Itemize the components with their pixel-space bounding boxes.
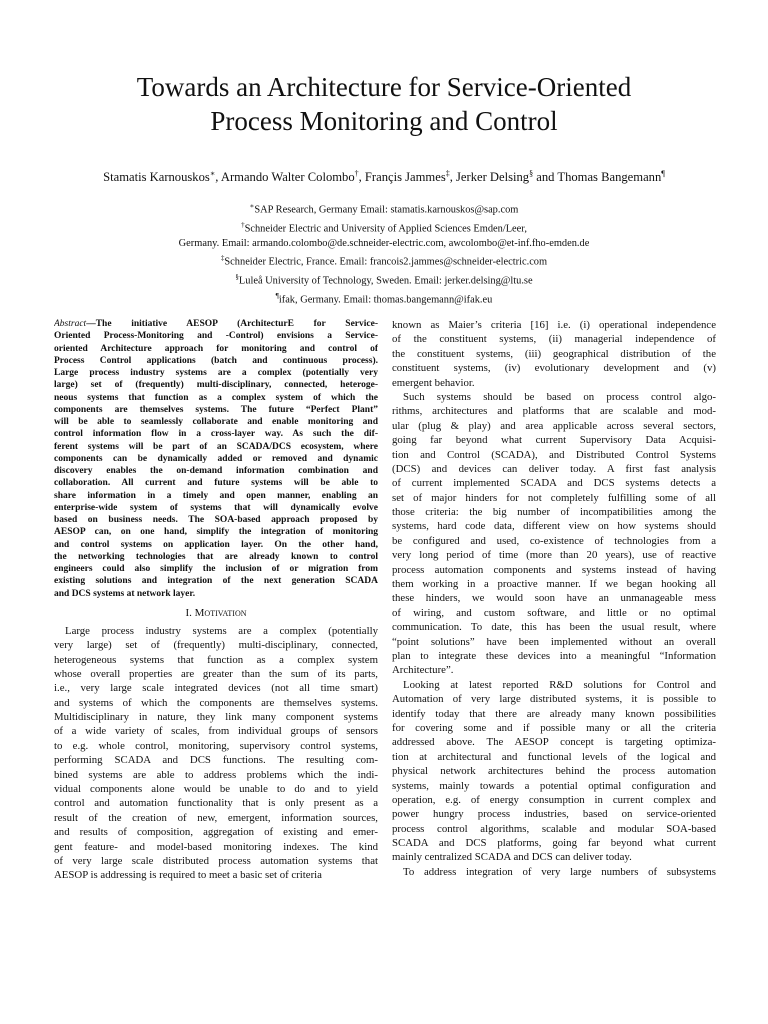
text-line: plan to integrate these devices into a meaningful “Information	[392, 649, 716, 662]
author-name: Thomas Bangemann	[557, 170, 662, 185]
text-line: constituent systems, (iv) evolutionary development and (v)	[392, 362, 716, 375]
text-line: identify today that there are already many known possibilities	[392, 707, 716, 720]
text-line: process automation components and systems instead of having	[392, 563, 716, 576]
affiliation-text: Schneider Electric, France. Email: francois2.jammes@schneider-electric.com	[224, 256, 548, 268]
abstract-line	[54, 465, 378, 477]
author-name: Stamatis Karnouskos	[103, 170, 210, 185]
text-line: very long period of time (more than 20 years), use of reactive	[392, 549, 716, 562]
abstract-text: engineers could also simplify the inclusion of or migration from	[54, 564, 378, 574]
author-separator: ,	[215, 170, 221, 185]
right-column	[392, 318, 716, 879]
abstract-label: Abstract	[54, 319, 87, 329]
text-line: process control algorithms, scalable and modular SOA-based	[392, 822, 716, 835]
affiliation-text: Luleå University of Technology, Sweden. Email: jerker.delsing@ltu.se	[238, 275, 533, 287]
abstract-text: control information flow in a cross-layer way. As such the dif-	[54, 429, 378, 440]
text-line: gent feature- and model-based monitoring indexes. The kind	[54, 840, 378, 853]
abstract-text: Process Control applications (batch and continuous process).	[54, 355, 378, 366]
abstract-line	[54, 392, 378, 404]
title-line-1: Towards an Architecture for Service-Oriented	[136, 72, 632, 102]
affiliation-mark: §	[235, 273, 239, 282]
affiliation-mark: ∗	[249, 202, 255, 210]
paper-title	[40, 70, 728, 138]
abstract-line	[54, 575, 378, 587]
affiliation-line	[20, 289, 748, 308]
author-separator: ,	[358, 170, 365, 185]
text-line: AESOP is addressing is required to meet a basic set of criteria	[54, 869, 322, 882]
author-separator: ,	[449, 170, 457, 185]
abstract-line	[54, 502, 378, 514]
abstract-line	[54, 453, 378, 465]
text-line: power hungry process industries, based on service-oriented	[392, 808, 716, 821]
abstract-line	[54, 539, 378, 551]
author-affiliation-mark: §	[529, 169, 534, 178]
affiliation-line	[20, 199, 748, 218]
text-line: of wiring, and custom software, and little or no optimal	[392, 606, 716, 619]
text-line: SCADA and DCS platforms, going far beyond what current	[392, 837, 716, 850]
paragraph-integration	[392, 865, 716, 879]
text-line: them working in a proactive manner. If we began hooking all	[392, 578, 716, 591]
text-line: tion and Control (SCADA), and Distributed Control Systems	[392, 448, 716, 461]
section-number: I.	[185, 606, 192, 619]
text-line: systems, hard code data, different view on how systems should	[392, 520, 716, 533]
abstract-text: neous systems that function as a complex system of which the	[54, 392, 378, 403]
text-line: of current implemented SCADA and DCS systems detects a	[392, 477, 716, 490]
text-line: Architecture”.	[392, 664, 454, 677]
left-column	[54, 318, 378, 883]
text-line: be configured and used, co-existence of technologies from a	[392, 534, 716, 547]
text-line: very large) set of (frequently) multi-disciplinary, connected,	[54, 639, 378, 652]
abstract-line	[54, 416, 378, 428]
text-line: tion at architectural and functional levels of the logical and	[392, 750, 716, 763]
text-line: emergent behavior.	[392, 376, 475, 389]
abstract-text: components can be dynamically added or removed and dynamic	[54, 453, 378, 464]
affiliation-text: Schneider Electric and University of Applied Sciences Emden/Leer,	[244, 223, 527, 235]
author-separator: and	[533, 170, 558, 185]
abstract-line	[54, 514, 378, 526]
text-line: known as Maier’s criteria [16] i.e. (i) operational independence	[392, 319, 716, 331]
text-line: those criteria: the big number of incompatibilities among the	[392, 506, 716, 519]
text-line: systems, mainly towards a potential optimal configuration and	[392, 779, 716, 792]
abstract-text: the networking technologies that are already known to control	[54, 551, 378, 562]
abstract-line	[54, 379, 378, 391]
text-line: result of the creation of new, emergent, information sources,	[54, 811, 378, 824]
abstract-text: and DCS systems at network layer.	[54, 588, 196, 599]
affiliation-text: SAP Research, Germany Email: stamatis.karnouskos@sap.com	[254, 204, 519, 216]
abstract-text: discovery enables the on-demand information combination and	[54, 466, 378, 476]
text-line: Looking at latest reported R&D solutions for Control and	[403, 678, 716, 691]
paragraph-maier-criteria	[392, 318, 716, 390]
text-line: rithms, architectures and platforms that are scalable and mod-	[392, 405, 716, 418]
abstract-text: Oriented Process-Monitoring and -Control) envisions a Service-	[54, 331, 378, 342]
author-affiliation-mark: †	[354, 169, 359, 178]
abstract-line	[54, 428, 378, 440]
abstract-line	[54, 367, 378, 379]
author-affiliation-mark: ¶	[661, 169, 665, 178]
affiliation-mark: ¶	[275, 291, 279, 300]
abstract-text: and control systems on application layer. On the other hand,	[54, 539, 378, 550]
text-line: ular (plug & play) and area applicable across several sectors,	[392, 419, 716, 432]
title-line-2: Process Monitoring and Control	[210, 106, 558, 136]
abstract-line	[54, 551, 378, 563]
text-line: “point solutions” have been implemented without an overall	[392, 635, 716, 648]
abstract-line	[54, 490, 378, 502]
abstract-line	[54, 318, 378, 330]
abstract-text: components are themselves systems. The future “Perfect Plant”	[54, 404, 378, 415]
text-line: vidual components alone would be unable to do and to yield	[54, 783, 378, 796]
text-line: i.e., very large scale integrated devices (not all time smart)	[54, 682, 378, 695]
affiliation-text: ifak, Germany. Email: thomas.bangemann@ifak.eu	[278, 294, 493, 306]
text-line: the constituent systems, (iii) geographical distribution of the	[392, 347, 716, 360]
abstract-text: —The initiative AESOP (ArchitecturE for Service-	[86, 319, 378, 329]
text-line: mainly centralized SCADA and DCS can deliver today.	[392, 851, 632, 864]
text-line: of the constituent systems, (ii) managerial independence of	[392, 333, 716, 346]
text-line: of a wide variety of scales, from individual groups of sensors	[54, 725, 378, 738]
abstract-line	[54, 563, 378, 575]
abstract-text: share information in a timely and open manner, enabling an	[54, 490, 378, 501]
paragraph-rnd-solutions	[392, 678, 716, 865]
text-line: and results of composition, aggregation of existing and emer-	[54, 826, 378, 839]
abstract-text: will be able to seamlessly collaborate and enable monitoring and	[54, 417, 378, 427]
section-heading-motivation	[54, 605, 378, 621]
abstract-line	[54, 441, 378, 453]
abstract-text: existing solutions and integration of the next generation SCADA	[54, 576, 378, 587]
author-name: Françis Jammes	[364, 170, 446, 185]
text-line: operation, e.g. of energy consumption in current complex and	[392, 793, 716, 806]
text-line: control and automation functionality that is only present as a	[54, 797, 378, 810]
text-line: To address integration of very large numbers of subsystems	[403, 865, 716, 878]
abstract-text: AESOP can, on one hand, simplify the integration of monitoring	[54, 527, 378, 538]
text-line: and systems of which the components are themselves systems.	[54, 696, 378, 709]
affiliations	[20, 199, 748, 308]
text-line: Multidisciplinary in nature, they link many component systems	[54, 711, 378, 724]
affiliation-text: Germany. Email: armando.colombo@de.schneider-electric.com, awcolombo@et-inf.fho-emden.de	[178, 237, 590, 249]
text-line: (DCS) and devices can deliver today. A first fast analysis	[392, 462, 716, 475]
text-line: heterogeneous systems that function as a complex system	[54, 653, 378, 666]
text-line: addressed above. The AESOP concept is targeting optimiza-	[392, 736, 716, 749]
author-affiliation-mark: ∗	[209, 169, 216, 178]
text-line: communication. To date, this has been the usual result, where	[392, 621, 716, 634]
affiliation-mark: †	[241, 220, 245, 229]
author-name: Jerker Delsing	[456, 170, 530, 185]
author-list	[20, 169, 748, 185]
text-line: these hinders, we would soon have an unmanageable mess	[392, 592, 716, 605]
abstract-line	[54, 526, 378, 538]
abstract-text: collaboration. All current and future systems will be able to	[54, 478, 378, 489]
text-line: set of major hinders for not completely fulfilling some of all	[392, 491, 716, 504]
author-name: Armando Walter Colombo	[220, 170, 355, 185]
abstract-line	[54, 355, 378, 367]
abstract-text: ferent systems will be part of an SCADA/DCS ecosystem, where	[54, 441, 378, 452]
text-line: whose overall properties are greater than the sum of its parts,	[54, 667, 378, 680]
section-title: Motivation	[194, 606, 247, 619]
abstract-text: large) set of (frequently) multi-disciplinary, connected, heteroge-	[54, 380, 378, 391]
abstract	[54, 318, 378, 600]
text-line: going far beyond what current Supervisory Data Acquisi-	[392, 434, 716, 447]
affiliation-line	[20, 270, 748, 289]
abstract-text: Large process industry systems are a complex (potentially very	[54, 368, 378, 378]
affiliation-line	[20, 218, 748, 237]
text-line: Large process industry systems are a complex (potentially	[65, 624, 378, 637]
abstract-line	[54, 588, 378, 600]
text-line: for covering some and if possible many or all the criteria	[392, 721, 716, 734]
text-line: Such systems should be based on process control algo-	[403, 390, 716, 403]
author-affiliation-mark: ‡	[445, 169, 450, 178]
abstract-line	[54, 343, 378, 355]
text-line: of very large scale distributed process automation systems that	[54, 855, 378, 867]
text-line: Automation of very large distributed systems, it is possible to	[392, 693, 716, 706]
paragraph-scada-dcs-hinders	[392, 390, 716, 678]
abstract-text: based on business needs. The SOA-based approach proposed by	[54, 515, 378, 525]
affiliation-mark: ‡	[220, 254, 225, 263]
motivation-paragraph	[54, 624, 378, 883]
text-line: bined systems are able to address problems which the indi-	[54, 768, 378, 781]
abstract-text: enterprise-wide system of systems that will dynamically evolve	[54, 502, 378, 513]
affiliation-line	[20, 237, 748, 251]
abstract-text: oriented Architecture approach for monitoring and control of	[54, 343, 378, 354]
text-line: performing SCADA and DCS functions. The resulting com-	[54, 754, 378, 767]
abstract-line	[54, 404, 378, 416]
abstract-line	[54, 477, 378, 489]
affiliation-line	[20, 251, 748, 270]
text-line: to e.g. whole control, monitoring, supervisory control systems,	[54, 739, 378, 752]
text-line: physical network architectures behind the process automation	[392, 765, 716, 778]
abstract-line	[54, 330, 378, 342]
